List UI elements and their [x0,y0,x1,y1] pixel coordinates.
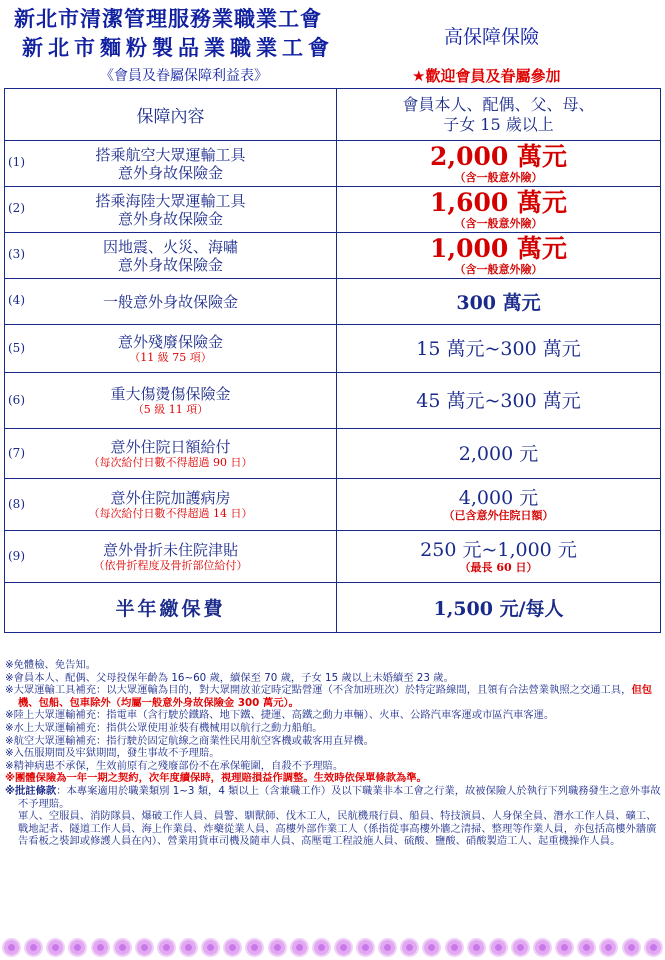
row-amount: 300 萬元 [456,292,541,314]
flower-icon [24,938,43,957]
row-amount: 250 元~1,000 元 [420,538,577,561]
flower-icon [2,938,21,957]
table-row [5,531,661,583]
flower-border [0,936,665,960]
flower-icon [91,938,110,957]
flower-icon [68,938,87,957]
note-text: ：本專案適用於職業類別 1~3 類，4 類以上（含兼職工作）及以下職業非本工會之行業，故被保險人於執行下列職務發生之意外事故不予理賠。 [18,784,661,810]
header [0,0,665,88]
flower-icon [223,938,242,957]
row-amount-note: （已含意外住院日額） [443,508,554,522]
row-label: 搭乘海陸大眾運輸工具 [95,191,246,210]
row-label-note: （11 級 75 項） [129,350,212,364]
premium-label: 半年繳保費 [115,598,226,620]
row-number: (5) [8,340,25,355]
flower-icon [245,938,264,957]
note-item: ※免體檢、免告知。 [5,659,97,671]
row-label: 意外骨折未住院津貼 [102,540,238,559]
row-number: (1) [8,154,25,169]
flower-icon [644,938,663,957]
row-label: 意外殘廢保險金 [117,332,223,351]
row-label-note: （每次給付日數不得超過 14 日） [88,506,253,520]
flower-icon [445,938,464,957]
note-item: ※精神病患不承保，生效前原有之殘廢部份不在承保範圍，自殺不予理賠。 [5,759,344,772]
row-amount: 2,000 萬元 [430,141,567,171]
row-number: (7) [8,445,25,460]
table-row [5,373,661,429]
flower-icon [577,938,596,957]
union-name-2: 新北市麵粉製品業職業工會 [22,35,334,60]
flower-icon [157,938,176,957]
row-label: 因地震、火災、海嘯 [102,237,238,256]
row-label-2: 意外身故保險金 [117,255,223,274]
note-heading: ※批註條款 [5,784,57,797]
header-insured-2: 子女 15 歲以上 [443,114,554,134]
row-amount: 1,600 萬元 [430,187,567,217]
flower-icon [378,938,397,957]
table-row [5,233,661,279]
row-amount: 15 萬元~300 萬元 [416,337,581,360]
row-number: (3) [8,246,25,261]
row-amount: 2,000 元 [458,442,539,465]
flower-icon [268,938,287,957]
row-label: 搭乘航空大眾運輸工具 [95,145,246,164]
row-label: 一般意外身故保險金 [102,292,238,311]
row-label: 意外住院加護病房 [110,488,231,507]
row-amount: 1,000 萬元 [430,233,567,263]
table-header-row [5,89,661,141]
flower-icon [422,938,441,957]
flower-icon [511,938,530,957]
row-amount-note: （最長 60 日） [459,560,538,574]
note-item: ※水上大眾運輸補充：指供公眾使用並裝有機械用以航行之動力船舶。 [5,721,323,734]
note-item: ※會員本人、配偶、父母投保年齡為 16~60 歲，續保至 70 歲，子女 15 歲以上未婚續至 23 歲。 [5,671,454,684]
row-label-note: （依骨折程度及骨折部位給付） [93,558,248,572]
note-item [5,785,661,810]
flower-icon [489,938,508,957]
flower-icon [201,938,220,957]
premium-value: 1,500 元/每人 [433,598,564,620]
row-amount-note: （含一般意外險） [454,216,543,230]
row-amount-note: （含一般意外險） [454,262,543,276]
table-row [5,325,661,373]
note-item: ※航空大眾運輸補充：指行駛於固定航線之商業性民用航空客機或載客用直昇機。 [5,734,375,747]
table-row [5,279,661,325]
header-coverage: 保障內容 [136,107,205,127]
welcome-banner: ★歡迎會員及眷屬參加 [412,67,561,85]
row-label: 意外住院日額給付 [110,437,231,456]
table-row [5,479,661,531]
note-item: ※陸上大眾運輸補充：指電車（含行駛於鐵路、地下鐵、捷運、高鐵之動力車輛）、火車、公路汽車客運或市區汽車客運。 [5,709,555,722]
flower-icon [599,938,618,957]
row-label-2: 意外身故保險金 [117,209,223,228]
flower-icon [400,938,419,957]
row-number: (4) [8,292,25,307]
flower-icon [622,938,641,957]
row-number: (9) [8,548,25,563]
flower-icon [290,938,309,957]
table-row [5,141,661,187]
note-text: ※大眾運輸工具補充：以大眾運輸為目的，對大眾開放並定時定點營運（不含加班班次）於特定路線間，且領有合法營業執照之交通工具， [5,684,632,697]
premium-row [5,583,661,633]
plan-name: 高保障保險 [444,26,540,48]
flower-icon [356,938,375,957]
row-label-note: （每次給付日數不得超過 90 日） [88,455,253,469]
flower-icon [135,938,154,957]
row-label-2: 意外身故保險金 [117,163,223,182]
flower-icon [555,938,574,957]
table-row [5,429,661,479]
row-number: (8) [8,496,25,511]
header-insured-1: 會員本人、配偶、父、母、 [402,94,595,114]
table-row [5,187,661,233]
flower-icon [179,938,198,957]
row-label-note: （5 級 11 項） [132,402,209,416]
row-number: (6) [8,392,25,407]
row-amount: 4,000 元 [458,486,539,509]
row-number: (2) [8,200,25,215]
union-name-1: 新北市清潔管理服務業職業工會 [14,6,322,31]
document-subtitle: 《會員及眷屬保障利益表》 [100,68,268,84]
note-occupation-list: 軍人、空服員、消防隊員、爆破工作人員、員警、馴獸師、伐木工人，民航機飛行員、船員、特技演員、人身保全員、潛水工作人員、礦工、戰地記者、隧道工作人員、海上作業員、炸藥從業人員、高樓外部作業工人（係指從事高樓外牆之清掃、整理等作業人員，亦包括高樓外牆廣告看板之裝卸或修護人員在內）、營業用貨車司機及隨車人員、高壓電工程設施人員、硫酸、鹽酸、硝酸製造工人、起重機操作人員。 [18,810,657,848]
note-highlight: 但包機、包船、包車除外（均屬一般意外身故保險金 300 萬元）。 [18,684,653,709]
benefit-table [4,88,661,633]
note-item: ※團體保險為一年一期之契約，次年度續保時，視理賠損益作調整。生效時依保單條款為準。 [5,772,427,785]
notes-section [5,659,661,848]
row-amount-note: （含一般意外險） [454,170,543,184]
flower-icon [312,938,331,957]
row-label: 重大傷燙傷保險金 [110,384,231,403]
flower-icon [46,938,65,957]
flower-icon [533,938,552,957]
flower-icon [334,938,353,957]
note-item: ※入伍服期間及牢獄期間，發生事故不予理賠。 [5,747,220,760]
note-item [5,684,661,709]
flower-icon [113,938,132,957]
flower-icon [467,938,486,957]
row-amount: 45 萬元~300 萬元 [416,389,581,412]
